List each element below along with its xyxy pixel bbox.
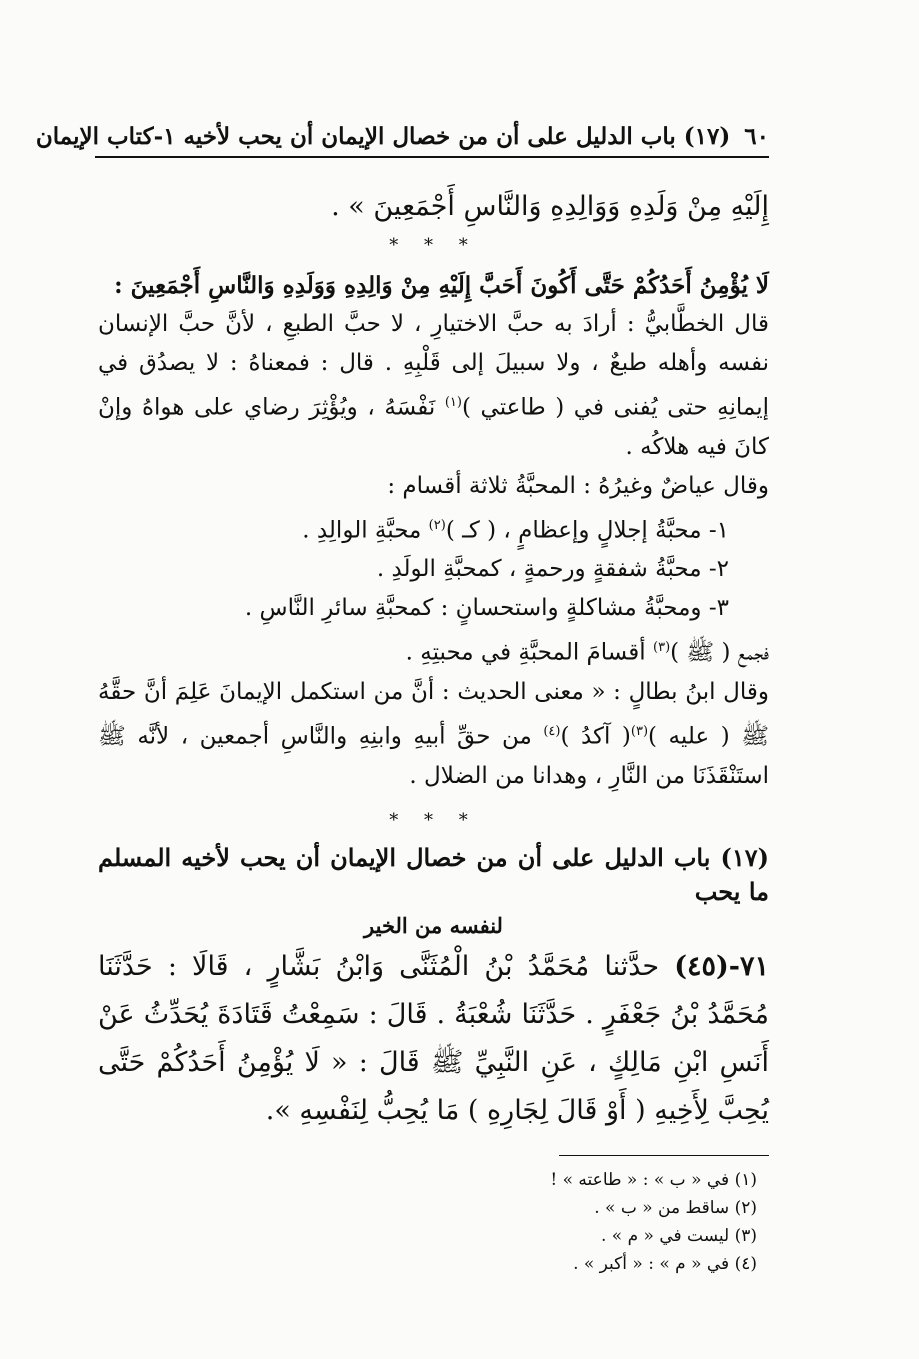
footnote-2: (٢) ساقط من « ب » . <box>594 1197 757 1218</box>
hadith-text: ٧١-(٤٥) حدَّثنا مُحَمَّدُ بْنُ الْمُثَنَّى وَابْنُ بَشَّارٍ ، قَالَا : حَدَّثَنَا مُحَمَّدُ بْنُ جَعْفَرٍ . حَدَّثَنَا شُعْبَةُ . قَالَ : سَمِعْتُ قَتَادَةَ يُحَدِّثُ عَنْ أَنَسِ ابْنِ مَالِكٍ ، عَنِ النَّبِيِّ ﷺ قَالَ : « لَا يُؤْمِنُ أَحَدُكُمْ حَتَّى يُحِبَّ لِأَخِيهِ ( أَوْ قَالَ لِجَارِهِ ) مَا يُحِبُّ لِنَفْسِهِ ». <box>98 950 769 1126</box>
iyad-paragraph: وقال عياضٌ وغيرُهُ : المحبَّةُ ثلاثة أقسام : <box>387 472 769 499</box>
commentary-lemma: لَا يُؤْمِنُ أَحَدُكُمْ حَتَّى أَكُونَ أَحَبَّ إِلَيْهِ مِنْ وَالِدِهِ وَوَلَدِهِ وَالنَّاسِ أَجْمَعِينَ : <box>114 272 769 299</box>
section-separator: * * * <box>389 235 478 256</box>
footnote-1: (١) في « ب » : « طاعته » ! <box>550 1169 757 1190</box>
footnote-ref: (٣) <box>653 640 671 656</box>
running-title: (١٧) باب الدليل على أن من خصال الإيمان أن يحب لأخيه ١-كتاب الإيمان <box>35 123 731 150</box>
love-type-3: ٣- ومحبَّةُ مشاكلةٍ واستحسانٍ : كمحبَّةِ سائرِ النَّاسِ . <box>244 595 729 622</box>
section-separator: * * * <box>389 809 478 831</box>
chapter-heading: (١٧) باب الدليل على أن من خصال الإيمان أن يحب لأخيه المسلم ما يحب لنفسه من الخير <box>98 842 769 938</box>
hadith-number: ٧١-(٤٥) <box>674 950 769 982</box>
love-type-2: ٢- محبَّةُ شفقةٍ ورحمةٍ ، كمحبَّةِ الولَدِ . <box>376 556 729 583</box>
footnote-4: (٤) في « م » : « أكبر » . <box>573 1253 757 1274</box>
khattabi-paragraph: قال الخطَّابيُّ : أرادَ به حبَّ الاختيارِ ، لا حبَّ الطبعِ ، لأنَّ حبَّ الإنسان نفسه وأهله طبعٌ ، ولا سبيلَ إلى قَلْبِهِ . قال : فمعناهُ : لا يصدُق في إيمانِهِ حتى يُفنى في ( طاعتي )$^{(١)}$ نَفْسَهُ ، ويُؤْثِرَ رضاي على هواهُ وإنْ كانَ فيه هلاكُه . <box>98 311 769 460</box>
love-type-1: ١- محبَّةُ إجلالٍ وإعظامٍ ، ( كـ )$^{(٢)}$ محبَّةِ الوالِدِ . <box>302 517 729 544</box>
footnote-rule <box>559 1155 769 1156</box>
hadith-ending: إِلَيْهِ مِنْ وَلَدِهِ وَوَالِدِهِ وَالنَّاسِ أَجْمَعِينَ » . <box>331 191 769 222</box>
jama-paragraph: فجمع ( ﷺ )$^{(٣)}$ أقسامَ المحبَّةِ في محبتِهِ . <box>405 639 769 666</box>
page-body <box>98 185 769 1278</box>
footnote-ref: (٣) <box>630 723 649 739</box>
ibn-battal-paragraph: وقال ابنُ بطالٍ : « معنى الحديث : أنَّ من استكمل الإيمانَ عَلِمَ أنَّ حقَّهُ ﷺ ( عليه )$^{(٣)}$( آكدُ )$^{(٤)}$ من حقِّ أبيهِ وابنِهِ والنَّاسِ أجمعين ، لأنَّه ﷺ استَنْقَذَنَا من النَّارِ ، وهدانا من الضلال . <box>98 678 769 789</box>
page-number: ٦٠ <box>744 123 769 150</box>
running-header <box>35 122 769 158</box>
footnote-3: (٣) ليست في « م » . <box>600 1225 757 1246</box>
footnote-ref: (١) <box>444 395 462 410</box>
footnote-ref: (٤) <box>543 723 561 739</box>
footnote-ref: (٢) <box>428 517 446 533</box>
